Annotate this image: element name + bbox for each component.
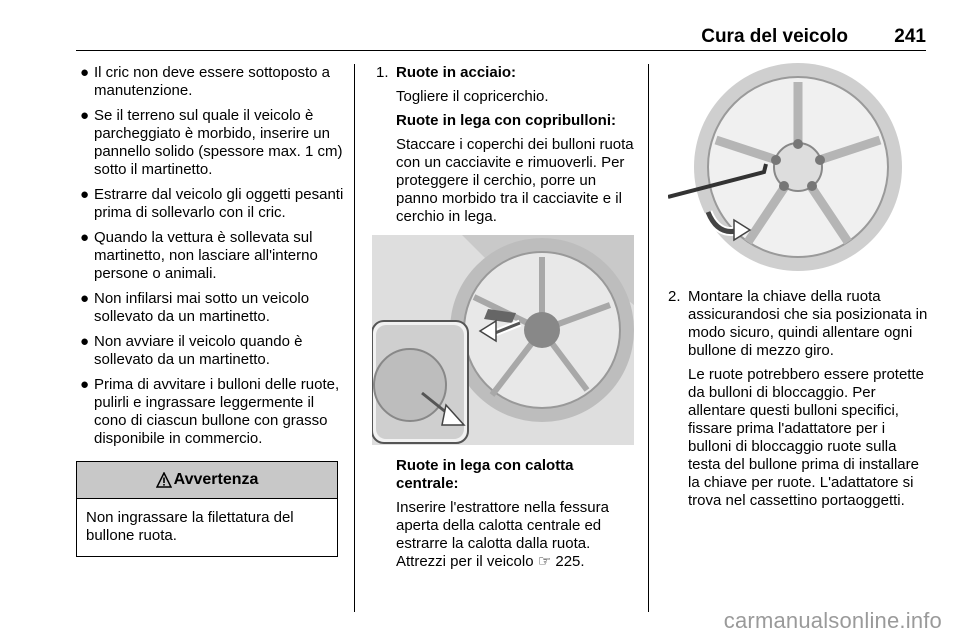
page-header xyxy=(76,24,926,51)
precaution-list xyxy=(76,64,344,448)
list-item: ● Quando la vettura è sollevata sul martinetto, non lasciare all'interno persone o animali. xyxy=(80,229,318,282)
page-number: 241 xyxy=(894,26,926,47)
left-column xyxy=(76,64,344,557)
warning-title: Avvertenza xyxy=(173,471,259,488)
step-2-note: Le ruote potrebbero essere protette da bulloni di bloccaggio. Per allentare questi bulloni specifici, fissare prima l'adattatore per i bulloni di bloccaggio ruote sulla testa del bullone prima di installare la chiave per ruote. L'adattatore si trova nel cassettino portaoggetti. xyxy=(688,366,924,509)
step-2 xyxy=(668,288,930,510)
wheel-cap-image xyxy=(372,235,634,445)
center-cap-section xyxy=(376,457,638,571)
column-divider xyxy=(648,64,649,612)
list-item: ● Non infilarsi mai sotto un veicolo sollevato da un martinetto. xyxy=(80,290,310,325)
wheel-wrench-illustration xyxy=(668,62,930,272)
list-item: ● Estrarre dal veicolo gli oggetti pesanti prima di sollevarlo con il cric. xyxy=(80,186,344,221)
warning-text: Non ingrassare la filettatura del bullone ruota. xyxy=(86,509,294,544)
center-cap-title: Ruote in lega con calotta centrale: xyxy=(396,457,574,492)
middle-column xyxy=(376,64,638,577)
watermark-text: carmanualsonline.info xyxy=(723,608,942,633)
center-cap-text: Inserire l'estrattore nella fessura aperta della calotta centrale ed estrarre la calotta dalla ruota. Attrezzi per il veicolo ☞ 225. xyxy=(396,499,609,570)
steel-wheels-text: Togliere il copricerchio. xyxy=(396,88,549,105)
step-number: 1. xyxy=(376,64,389,81)
alloy-cover-title: Ruote in lega con copribulloni: xyxy=(396,112,616,129)
wheel-wrench-image xyxy=(668,62,930,272)
list-item: ● Prima di avvitare i bulloni delle ruote, pulirli e ingrassare leggermente il cono di ciascun bullone con grasso disponibile in commercio. xyxy=(80,376,340,447)
alloy-cover-text: Staccare i coperchi dei bulloni ruota con un cacciavite e rimuoverli. Per proteggere il cerchio, porre un panno morbido tra il cacciavite e il cerchio in lega. xyxy=(396,136,634,225)
page-ref-icon: ☞ xyxy=(537,553,552,570)
list-item: ● Non avviare il veicolo quando è sollevato da un martinetto. xyxy=(80,333,303,368)
list-item: ● Il cric non deve essere sottoposto a manutenzione. xyxy=(80,64,330,99)
center-cap-illustration xyxy=(372,235,634,445)
warning-box xyxy=(76,461,338,557)
step-number: 2. xyxy=(668,288,681,305)
steel-wheels-title: Ruote in acciaio: xyxy=(396,64,517,81)
step-1 xyxy=(376,64,638,226)
list-item: ● Se il terreno sul quale il veicolo è parcheggiato è morbido, inserire un pannello solido (spessore max. 1 cm) sotto il martinetto. xyxy=(80,107,343,178)
page-ref-number: 225. xyxy=(555,553,585,570)
warning-header xyxy=(77,462,337,499)
right-column xyxy=(668,64,930,516)
warning-icon xyxy=(156,472,172,488)
column-divider xyxy=(354,64,355,612)
step-2-text: Montare la chiave della ruota assicurandosi che sia posizionata in modo sicuro, quindi allentare ogni bullone di mezzo giro. xyxy=(688,288,928,359)
section-title: Cura del veicolo xyxy=(701,26,848,47)
